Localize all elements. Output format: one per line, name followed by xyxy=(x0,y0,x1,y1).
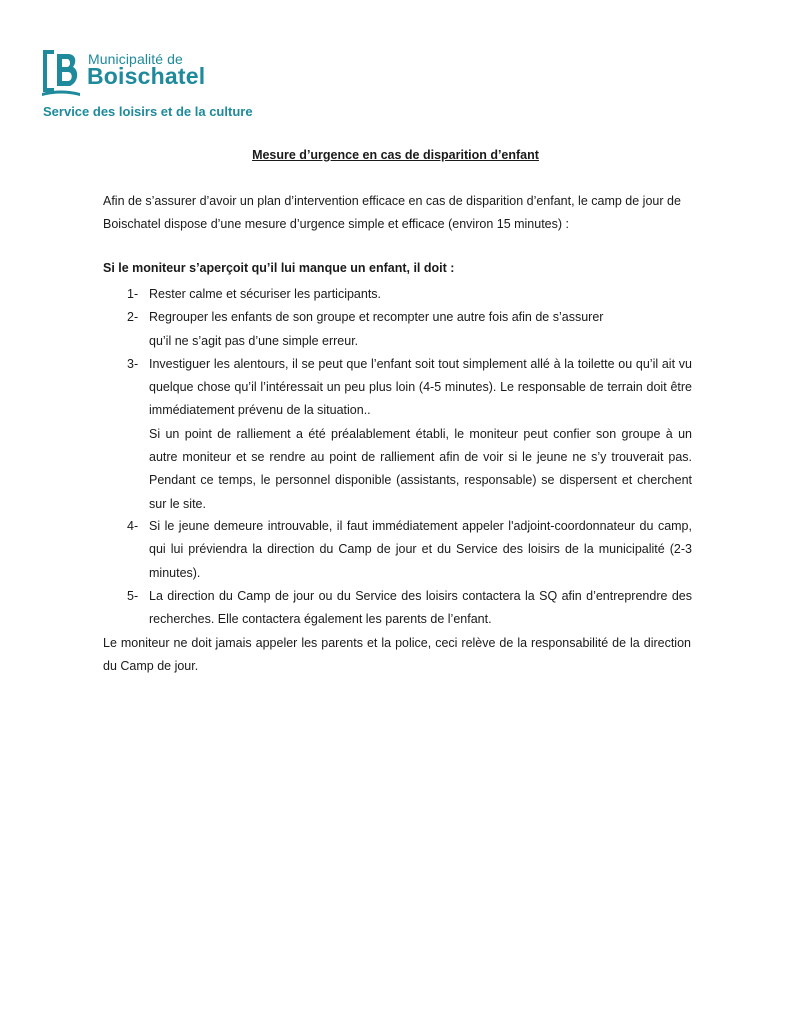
steps-list-continued xyxy=(127,515,692,631)
boischatel-logo-icon xyxy=(40,48,82,96)
logo-municipality-label: Municipalité de xyxy=(88,51,183,67)
list-item xyxy=(127,306,692,353)
conclusion-paragraph: Le moniteur ne doit jamais appeler les parents et la police, ceci relève de la responsabilité de la direction du Camp de jour. xyxy=(103,636,691,674)
intro-paragraph: Afin de s’assurer d’avoir un plan d’intervention efficace en cas de disparition d’enfant, le camp de jour de Boischatel dispose d’une mesure d’urgence simple et efficace (environ 15 minutes) : xyxy=(103,194,681,232)
step-number: 3- xyxy=(127,356,139,371)
steps-list xyxy=(127,283,692,516)
step-number: 1- xyxy=(127,287,139,301)
list-item xyxy=(127,515,692,585)
list-item xyxy=(127,283,692,306)
document-title: Mesure d’urgence en cas de disparition d’enfant xyxy=(252,148,539,162)
step-text: Rester calme et sécuriser les participants. xyxy=(149,287,382,301)
step-text: Si le jeune demeure introuvable, il faut immédiatement appeler l'adjoint-coordonnateur du camp, qui lui préviendra la direction du Camp de jour et du Service des loisirs de la municipalité (2-3 minutes). xyxy=(149,519,692,580)
step-text: Investiguer les alentours, il se peut que l’enfant soit tout simplement allé à la toilette ou qu’il ait vu quelque chose qu’il l’intéressait un peu plus loin (4-5 minutes). Le responsable de terrain doit être immédiatement prévenu de la situation.. xyxy=(149,356,692,418)
list-item xyxy=(127,353,692,516)
step-text-continued: qu’il ne s’agit pas d’une simple erreur. xyxy=(149,333,359,348)
service-name: Service des loisirs et de la culture xyxy=(43,104,253,119)
step-number: 4- xyxy=(127,519,139,533)
logo-town-name: Boischatel xyxy=(87,63,206,89)
list-item xyxy=(127,585,692,632)
step-text: Regrouper les enfants de son groupe et recompter une autre fois afin de s’assurer xyxy=(149,310,604,325)
procedure-heading: Si le moniteur s’aperçoit qu’il lui manque un enfant, il doit : xyxy=(103,261,455,275)
step-text-continued: Si un point de ralliement a été préalablement établi, le moniteur peut confier son groupe à un autre moniteur et se rendre au point de ralliement afin de voir si le jeune ne s’y trouverait pas. Pendant ce temps, le personnel disponible (assistants, responsable) se dispersent et cherchent sur le site. xyxy=(149,426,692,511)
step-number: 2- xyxy=(127,310,139,325)
step-number: 5- xyxy=(127,588,139,603)
step-text: La direction du Camp de jour ou du Service des loisirs contactera la SQ afin d’entreprendre des recherches. Elle contactera également les parents de l’enfant. xyxy=(149,588,692,627)
